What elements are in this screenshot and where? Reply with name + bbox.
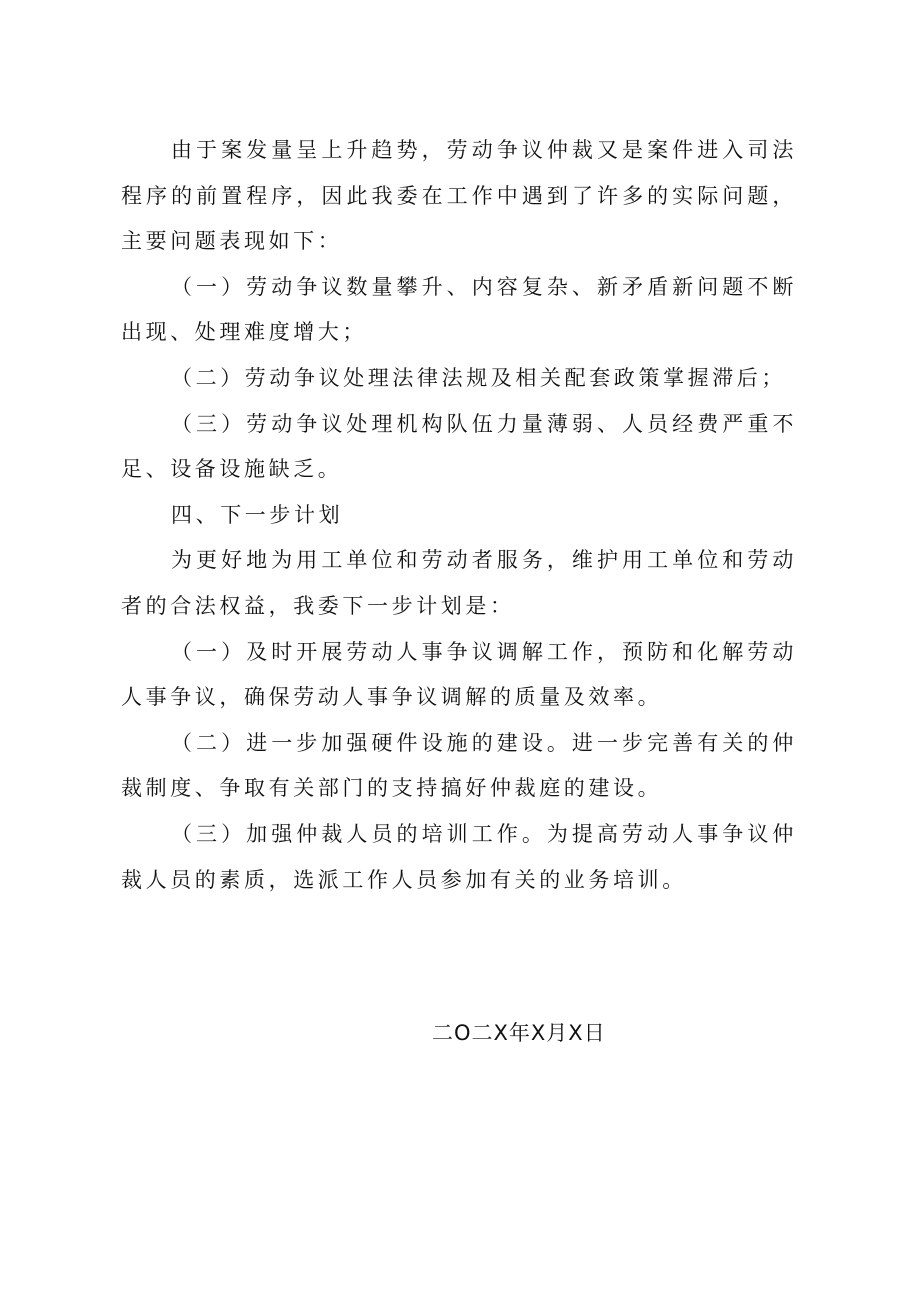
plan-item-1: （一）及时开展劳动人事争议调解工作，预防和化解劳动人事争议，确保劳动人事争议调解的质量及效率。 xyxy=(121,639,797,710)
plan-item-3: （三）加强仲裁人员的培训工作。为提高劳动人事争议仲裁人员的素质，选派工作人员参加有关的业务培训。 xyxy=(121,821,797,892)
problem-item-3: （三）劳动争议处理机构队伍力量薄弱、人员经费严重不足、设备设施缺乏。 xyxy=(121,411,797,482)
document-date: 二O二X年X月X日 xyxy=(432,1021,606,1045)
problem-item-2: （二）劳动争议处理法律法规及相关配套政策掌握滞后； xyxy=(171,365,786,390)
plan-item-2: （二）进一步加强硬件设施的建设。进一步完善有关的仲裁制度、争取有关部门的支持搞好仲裁庭的建设。 xyxy=(121,730,797,801)
intro-paragraph: 由于案发量呈上升趋势，劳动争议仲裁又是案件进入司法程序的前置程序，因此我委在工作中遇到了许多的实际问题，主要问题表现如下： xyxy=(121,138,797,254)
plan-intro-paragraph: 为更好地为用工单位和劳动者服务，维护用工单位和劳动者的合法权益，我委下一步计划是： xyxy=(121,548,797,618)
document-body xyxy=(121,128,797,903)
problem-item-1: （一）劳动争议数量攀升、内容复杂、新矛盾新问题不断出现、处理难度增大； xyxy=(121,274,797,345)
section-heading-next-plan: 四、下一步计划 xyxy=(171,502,344,527)
